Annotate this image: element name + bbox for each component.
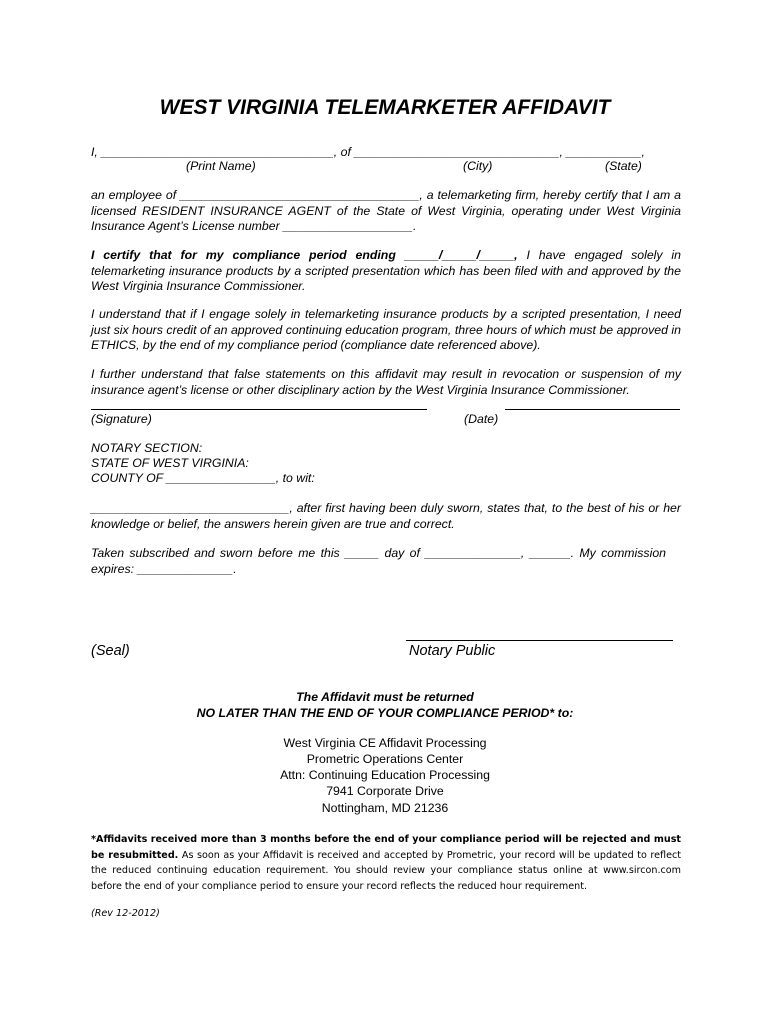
certify-paragraph-bold: I certify that for my compliance period ending _____/_____/_____,: [91, 248, 518, 262]
taken-paragraph: Taken subscribed and sworn before me this _____ day of ______________, ______. My commission expires: ______________.: [91, 546, 666, 576]
date-label: (Date): [464, 412, 499, 426]
city-label: (City): [463, 159, 493, 173]
date-line: [505, 409, 680, 410]
further-understand-paragraph: I further understand that false statements on this affidavit may result in revocation or suspension of my insurance agent’s license or other disciplinary action by the West Virginia Insurance Commissioner.: [91, 367, 681, 397]
footnote-bold: *Affidavits received more than 3 months before the end of your compliance period will be rejected and must be resubmitted.: [91, 834, 681, 861]
footnote-rest: As soon as your Affidavit is received and accepted by Prometric, your record will be updated to reflect the reduced continuing education requirement. You should review your compliance status online at www.sircon.com before the end of your compliance period to ensure your record reflects the reduced hour requirement.: [91, 849, 682, 892]
notary-state: STATE OF WEST VIRGINIA:: [91, 456, 249, 470]
notary-section-heading: NOTARY SECTION:: [91, 441, 203, 455]
signature-line: [91, 409, 427, 410]
revision-label: (Rev 12-2012): [91, 908, 160, 919]
understand-paragraph: I understand that if I engage solely in telemarketing insurance products by a scripted presentation, I need just six hours credit of an approved continuing education program, three hours of which must be approved in ETHICS, by the end of my compliance period (compliance date referenced above).: [91, 307, 681, 353]
address-line: 7941 Corporate Drive: [326, 784, 444, 798]
print-name-label: (Print Name): [186, 159, 256, 173]
employee-paragraph: an employee of ___________________________________, a telemarketing firm, hereby certify that I am a licensed RESIDENT INSURANCE AGENT of the State of West Virginia, operating under West Virginia Insurance Agent’s License number ___________________.: [91, 188, 681, 234]
return-line-1: The Affidavit must be returned: [296, 690, 474, 704]
certify-paragraph-rest: I have engaged solely in telemarketing insurance products by a scripted presentation which has been filed with and approved by the West Virginia Insurance Commissioner.: [91, 248, 682, 294]
notary-county: COUNTY OF ________________, to wit:: [91, 471, 315, 485]
notary-public-line: [406, 640, 673, 641]
address-line: West Virginia CE Affidavit Processing: [283, 736, 487, 750]
name-city-state-line: I, __________________________________, of ______________________________, ___________,: [91, 145, 645, 159]
address-line: Attn: Continuing Education Processing: [280, 768, 490, 782]
footnote: [91, 832, 681, 894]
return-line-2: NO LATER THAN THE END OF YOUR COMPLIANCE PERIOD* to:: [196, 706, 574, 720]
certify-paragraph: [91, 248, 681, 295]
state-label: (State): [605, 159, 642, 173]
address-line: Nottingham, MD 21236: [321, 801, 449, 815]
notary-public-label: Notary Public: [409, 643, 496, 659]
document-title: WEST VIRGINIA TELEMARKETER AFFIDAVIT: [159, 96, 611, 119]
sworn-paragraph: _____________________________, after first having been duly sworn, states that, to the best of his or her knowledge or belief, the answers herein given are true and correct.: [91, 501, 681, 531]
seal-label: (Seal): [91, 643, 130, 659]
address-line: Prometric Operations Center: [306, 752, 464, 766]
signature-label: (Signature): [91, 412, 152, 426]
